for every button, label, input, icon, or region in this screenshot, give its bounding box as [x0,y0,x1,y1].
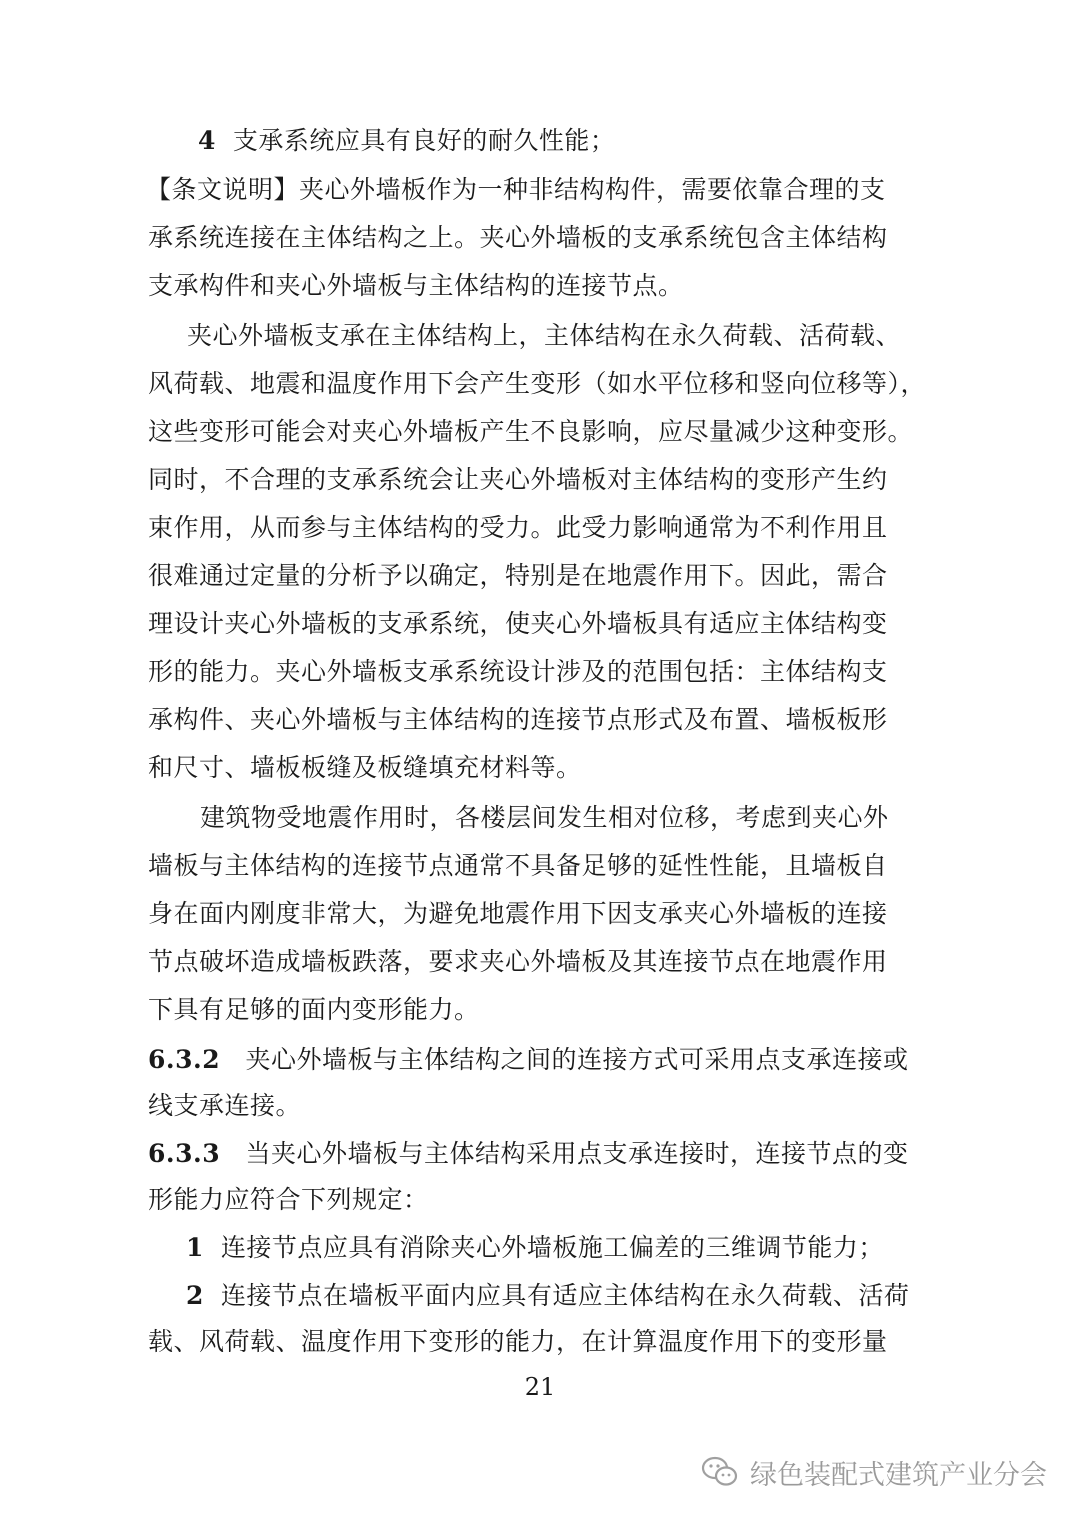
text-line [186,1228,976,1268]
text-line [148,1134,938,1174]
text-line: 线支承连接。 [148,1091,302,1120]
watermark [700,1452,1047,1492]
clause-number: 6.3.3 [148,1139,221,1168]
line-text: 夹心外墙板与主体结构之间的连接方式可采用点支承连接或 [245,1045,909,1074]
text-line: 载、风荷载、温度作用下变形的能力，在计算温度作用下的变形量 [148,1327,888,1356]
text-line: 【条文说明】夹心外墙板作为一种非结构构件，需要依靠合理的支 [146,175,886,204]
text-line: 这些变形可能会对夹心外墙板产生不良影响，应尽量减少这种变形。 [148,417,914,446]
text-line: 建筑物受地震作用时，各楼层间发生相对位移，考虑到夹心外 [200,803,889,832]
text-line: 下具有足够的面内变形能力。 [148,995,480,1024]
text-line: 支承构件和夹心外墙板与主体结构的连接节点。 [148,271,684,300]
clause-number: 4 [198,126,216,155]
text-line: 承构件、夹心外墙板与主体结构的连接节点形式及布置、墙板板形 [148,705,888,734]
text-line: 身在面内刚度非常大，为避免地震作用下因支承夹心外墙板的连接 [148,899,888,928]
clause-number: 6.3.2 [148,1045,221,1074]
page-number: 21 [524,1373,556,1401]
text-line: 节点破坏造成墙板跌落，要求夹心外墙板及其连接节点在地震作用 [148,947,888,976]
text-line: 很难通过定量的分析予以确定，特别是在地震作用下。因此，需合 [148,561,888,590]
wechat-icon [700,1455,740,1489]
text-line: 承系统连接在主体结构之上。夹心外墙板的支承系统包含主体结构 [148,223,888,252]
text-line: 和尺寸、墙板板缝及板缝填充材料等。 [148,753,582,782]
text-line [186,1276,976,1316]
clause-number: 1 [186,1233,204,1262]
text-line: 理设计夹心外墙板的支承系统，使夹心外墙板具有适应主体结构变 [148,609,888,638]
line-text: 连接节点在墙板平面内应具有适应主体结构在永久荷载、活荷 [220,1281,910,1310]
line-text: 当夹心外墙板与主体结构采用点支承连接时，连接节点的变 [245,1139,909,1168]
text-line [148,1040,938,1080]
text-line: 夹心外墙板支承在主体结构上，主体结构在永久荷载、活荷载、 [187,321,902,350]
line-text: 连接节点应具有消除夹心外墙板施工偏差的三维调节能力； [220,1233,884,1262]
text-line: 墙板与主体结构的连接节点通常不具备足够的延性性能，且墙板自 [148,851,888,880]
line-text: 支承系统应具有良好的耐久性能； [232,126,616,155]
watermark-text: 绿色装配式建筑产业分会 [750,1459,1047,1491]
clause-number: 2 [186,1281,204,1310]
text-line: 形的能力。夹心外墙板支承系统设计涉及的范围包括：主体结构支 [148,657,888,686]
text-line [198,121,988,161]
text-line: 风荷载、地震和温度作用下会产生变形（如水平位移和竖向位移等）， [148,369,927,398]
text-line: 形能力应符合下列规定： [148,1185,429,1214]
text-line: 同时，不合理的支承系统会让夹心外墙板对主体结构的变形产生约 [148,465,888,494]
text-line: 束作用，从而参与主体结构的受力。此受力影响通常为不利作用且 [148,513,888,542]
